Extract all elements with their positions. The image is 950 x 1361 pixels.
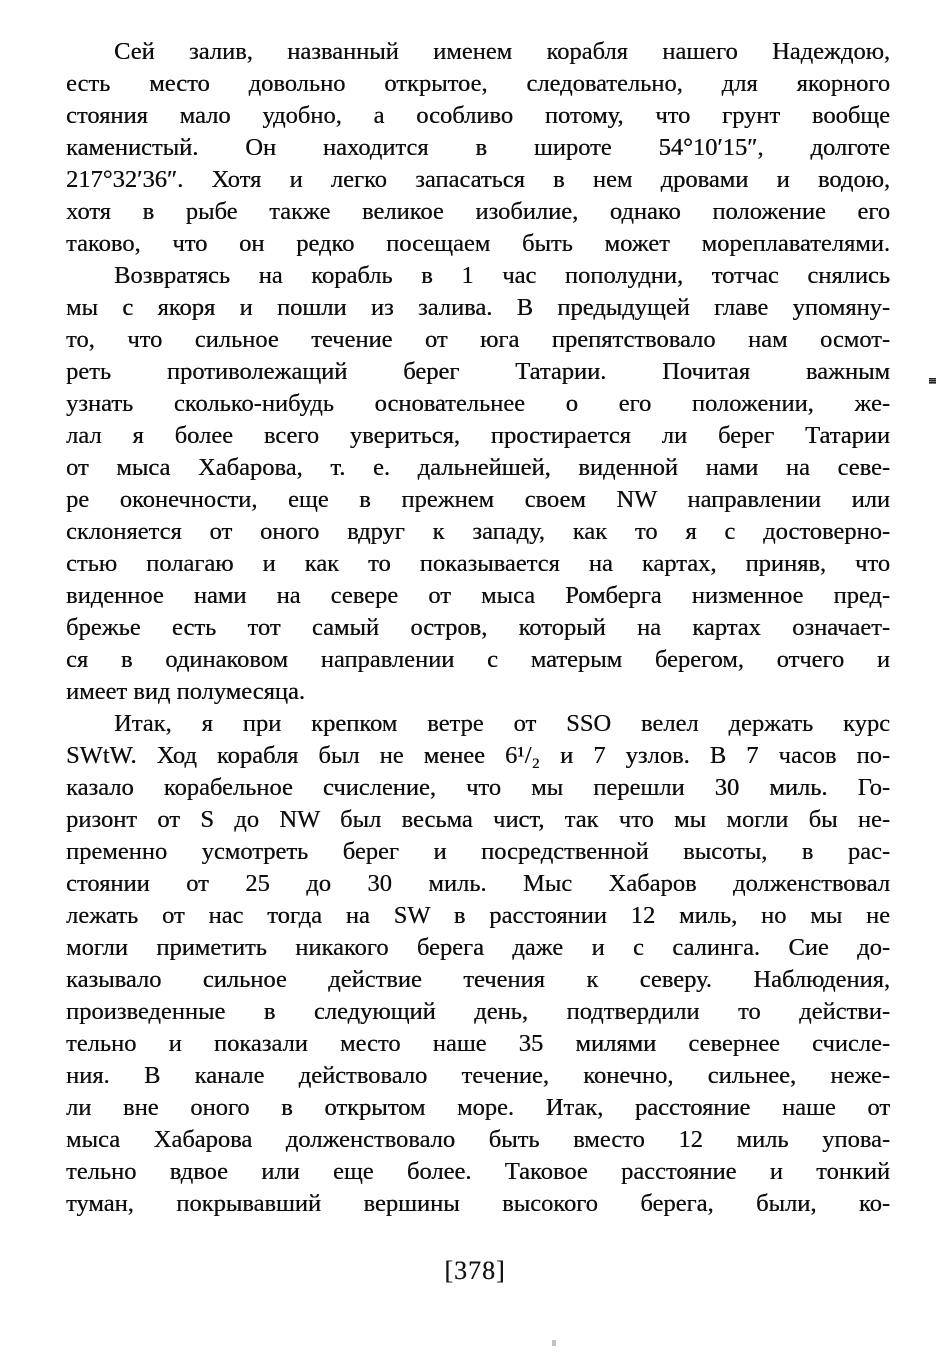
text-line: лал я более всего увериться, простирается ли берег Татарии [66, 422, 890, 449]
text-line: стоянии от 25 до 30 миль. Мыс Хабаров долженствовал [66, 870, 890, 897]
text-line: имеет вид полумесяца. [66, 678, 305, 705]
text-line: ризонт от S до NW был весьма чист, так что мы могли бы не- [66, 806, 890, 833]
text-line: произведенные в следующий день, подтвердили то действи- [66, 998, 890, 1025]
text-line: тельно и показали место наше 35 милями севернее счисле- [66, 1030, 890, 1057]
text-line: SWtW. Ход корабля был не менее 6¹/₂ и 7 узлов. В 7 часов по- [66, 742, 890, 769]
text-line: казывало сильное действие течения к северу. Наблюдения, [66, 966, 890, 993]
text-line: Возвратясь на корабль в 1 час пополудни, тотчас снялись [114, 262, 890, 289]
text-line: лежать от нас тогда на SW в расстоянии 12 миль, но мы не [66, 902, 890, 929]
text-line: ния. В канале действовало течение, конечно, сильнее, неже- [66, 1062, 890, 1089]
text-line: мы с якоря и пошли из залива. В предыдущей главе упомяну- [66, 294, 890, 321]
text-line: Итак, я при крепком ветре от SSO велел держать курс [114, 710, 890, 737]
text-line: есть место довольно открытое, следовательно, для якорного [66, 70, 890, 97]
text-line: то, что сильное течение от юга препятствовало нам осмот- [66, 326, 890, 353]
text-line: стояния мало удобно, а особливо потому, что грунт вообще [66, 102, 890, 129]
text-line: пременно усмотреть берег и посредственной высоты, в рас- [66, 838, 890, 865]
text-line: реть противолежащий берег Татарии. Почитая важным [66, 358, 890, 385]
text-line: виденное нами на севере от мыса Ромберга низменное пред- [66, 582, 890, 609]
text-line: ли вне оного в открытом море. Итак, расстояние наше от [66, 1094, 890, 1121]
text-line: казало корабельное счисление, что мы перешли 30 миль. Го- [66, 774, 890, 801]
text-line: Сей залив, названный именем корабля нашего Надеждою, [114, 38, 890, 65]
text-line: брежье есть тот самый остров, который на картах означает- [66, 614, 890, 641]
text-line: стью полагаю и как то показывается на картах, приняв, что [66, 550, 890, 577]
body-text [66, 36, 890, 1220]
scan-artifact [552, 1340, 556, 1346]
text-line: мыса Хабарова долженствовало быть вместо 12 миль упова- [66, 1126, 890, 1153]
text-line: ре оконечности, еще в прежнем своем NW направлении или [66, 486, 890, 513]
text-line: 217°32′36″. Хотя и легко запасаться в нем дровами и водою, [66, 166, 890, 193]
text-line: ся в одинаковом направлении с матерым берегом, отчего и [66, 646, 890, 673]
text-line: хотя в рыбе также великое изобилие, однако положение его [66, 198, 890, 225]
page-number: [378] [444, 1256, 506, 1285]
text-line: таково, что он редко посещаем быть может мореплавателями. [66, 230, 890, 257]
text-line: туман, покрывавший вершины высокого берега, были, ко- [66, 1190, 890, 1217]
scan-artifact [929, 378, 936, 384]
text-line: тельно вдвое или еще более. Таковое расстояние и тонкий [66, 1158, 890, 1185]
text-line: от мыса Хабарова, т. е. дальнейшей, виденной нами на севе- [66, 454, 890, 481]
text-line: узнать сколько-нибудь основательнее о его положении, же- [66, 390, 890, 417]
text-line: склоняется от оного вдруг к западу, как то я с достоверно- [66, 518, 890, 545]
text-line: каменистый. Он находится в широте 54°10′15″, долготе [66, 134, 890, 161]
text-line: могли приметить никакого берега даже и с салинга. Сие до- [66, 934, 890, 961]
